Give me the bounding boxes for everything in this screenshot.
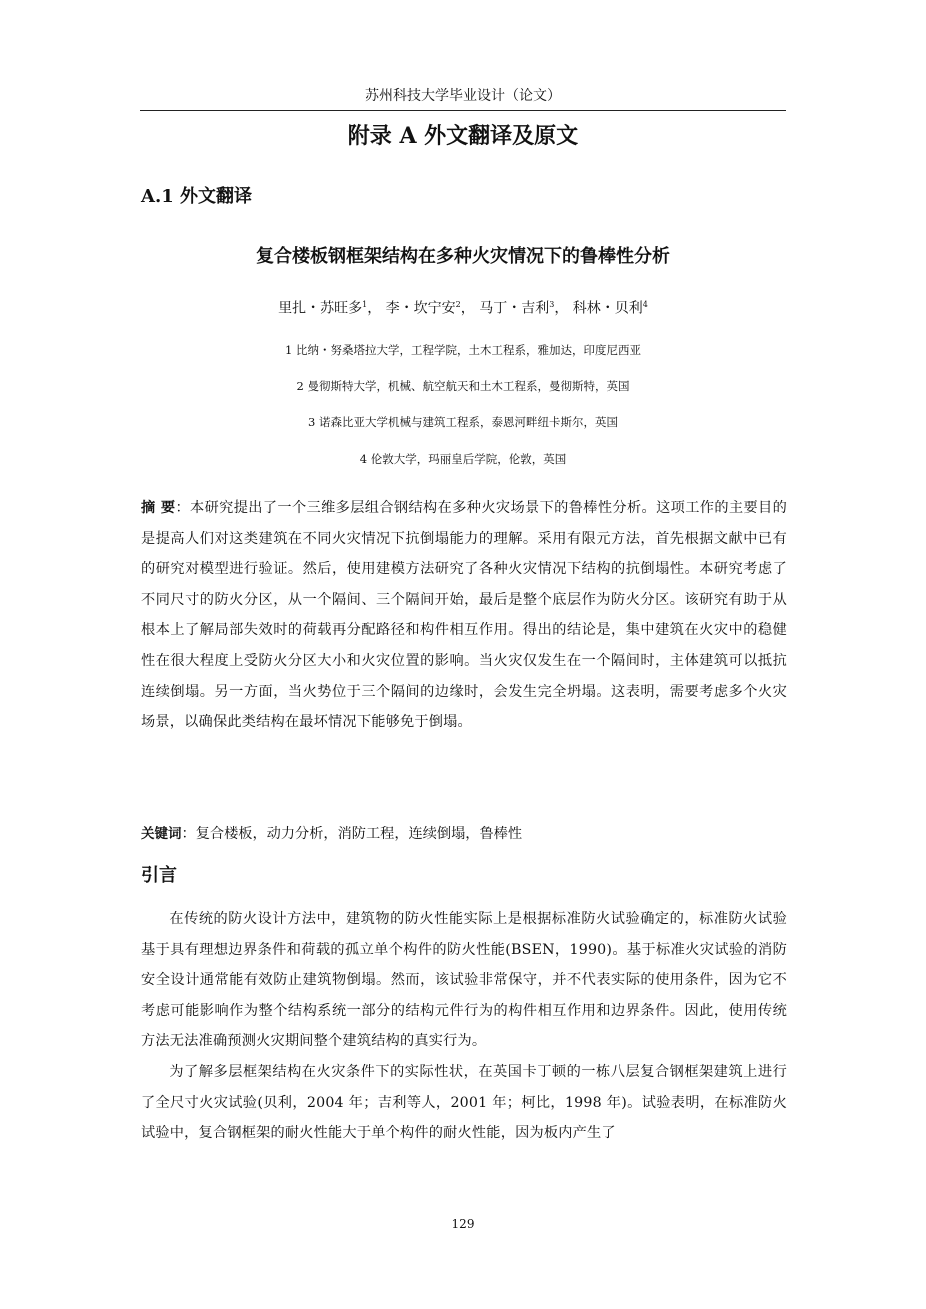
author-name: 科林・贝利 bbox=[572, 300, 643, 317]
author-mark: 1 bbox=[362, 300, 368, 309]
author-name: 马丁・吉利 bbox=[479, 300, 550, 317]
affiliation-2: 2 曼彻斯特大学，机械、航空航天和土木工程系，曼彻斯特，英国 bbox=[296, 379, 630, 393]
intro-heading: 引言 bbox=[141, 865, 177, 886]
abstract-label: 摘 要 bbox=[141, 500, 176, 516]
paper-title: 复合楼板钢框架结构在多种火灾情况下的鲁棒性分析 bbox=[256, 246, 670, 267]
appendix-title: 附录 A 外文翻译及原文 bbox=[347, 123, 579, 149]
author-mark: 4 bbox=[642, 300, 648, 309]
keywords bbox=[141, 820, 787, 848]
section-heading: A.1 外文翻译 bbox=[141, 186, 253, 207]
paragraph: 为了解多层框架结构在火灾条件下的实际性状，在英国卡丁顿的一栋八层复合钢框架建筑上进行了全尺寸火灾试验(贝利，2004 年；吉利等人，2001 年；柯比，1998 年)。试验表明，在标准防火试验中，复合钢框架的耐火性能大于单个构件的耐火性能，因为板内产生了 bbox=[141, 1063, 787, 1142]
author-name: 李・坎宁安 bbox=[385, 300, 456, 317]
intro-body bbox=[141, 904, 787, 1149]
keywords-label: 关键词 bbox=[141, 826, 182, 842]
affiliation-4: 4 伦敦大学，玛丽皇后学院，伦敦，英国 bbox=[359, 452, 567, 466]
header-divider bbox=[140, 110, 786, 111]
abstract-text: ：本研究提出了一个三维多层组合钢结构在多种火灾场景下的鲁棒性分析。这项工作的主要目的是提高人们对这类建筑在不同火灾情况下抗倒塌能力的理解。采用有限元方法，首先根据文献中已有的研究对模型进行验证。然后，使用建模方法研究了各种火灾情况下结构的抗倒塌性。本研究考虑了不同尺寸的防火分区，从一个隔间、三个隔间开始，最后是整个底层作为防火分区。该研究有助于从根本上了解局部失效时的荷载再分配路径和构件相互作用。得出的结论是，集中建筑在火灾中的稳健性在很大程度上受防火分区大小和火灾位置的影响。当火灾仅发生在一个隔间时，主体建筑可以抵抗连续倒塌。另一方面，当火势位于三个隔间的边缘时，会发生完全坍塌。这表明，需要考虑多个火灾场景，以确保此类结构在最坏情况下能够免于倒塌。 bbox=[141, 500, 787, 731]
running-header: 苏州科技大学毕业设计（论文） bbox=[365, 88, 561, 104]
keywords-text: ：复合楼板，动力分析，消防工程，连续倒塌，鲁棒性 bbox=[181, 826, 523, 842]
affiliation-1: 1 比纳・努桑塔拉大学，工程学院，土木工程系，雅加达，印度尼西亚 bbox=[285, 343, 641, 357]
affiliation-3: 3 诺森比亚大学机械与建筑工程系，泰恩河畔纽卡斯尔，英国 bbox=[308, 415, 618, 429]
author-line: 里扎・苏旺多$^1$， 李・坎宁安$^2$， 马丁・吉利$^3$， 科林・贝利$^4$ bbox=[278, 300, 648, 317]
author-mark: 2 bbox=[455, 300, 461, 309]
author-name: 里扎・苏旺多 bbox=[278, 300, 363, 317]
paragraph: 在传统的防火设计方法中，建筑物的防火性能实际上是根据标准防火试验确定的，标准防火试验基于具有理想边界条件和荷载的孤立单个构件的防火性能(BSEN，1990)。基于标准火灾试验的消防安全设计通常能有效防止建筑物倒塌。然而，该试验非常保守，并不代表实际的使用条件，因为它不考虑可能影响作为整个结构系统一部分的结构元件行为的构件相互作用和边界条件。因此，使用传统方法无法准确预测火灾期间整个建筑结构的真实行为。 bbox=[141, 911, 787, 1050]
abstract bbox=[141, 493, 787, 738]
page-number: 129 bbox=[451, 1217, 475, 1231]
author-mark: 3 bbox=[549, 300, 555, 309]
